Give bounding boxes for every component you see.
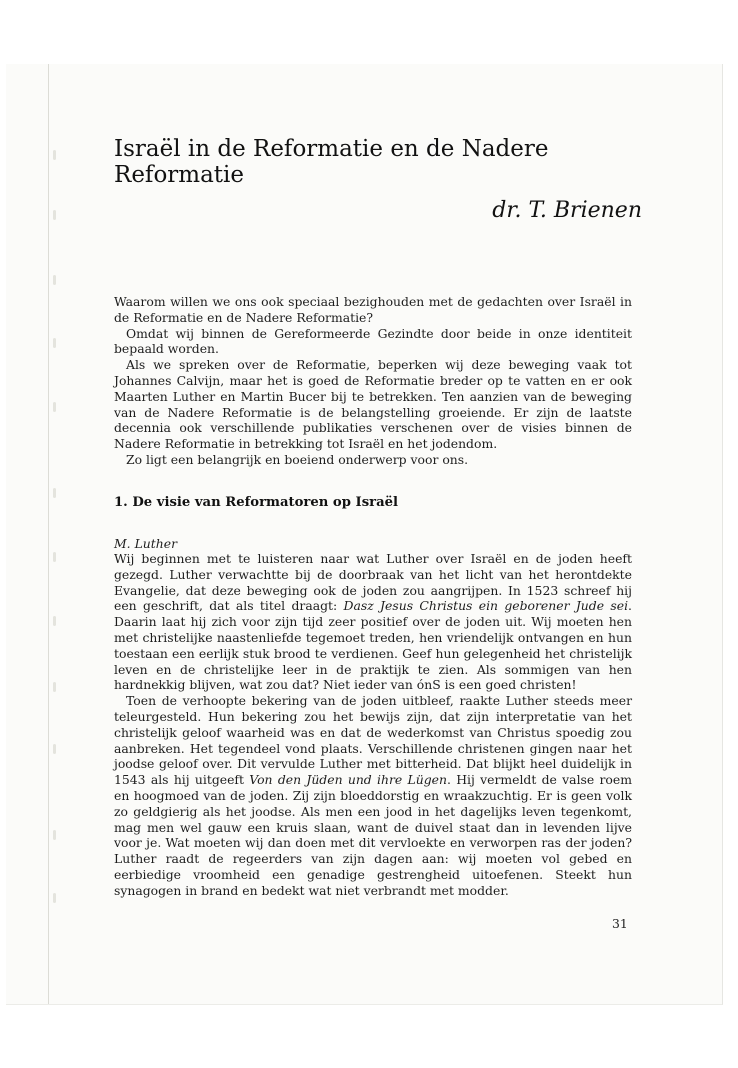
binding-hole (53, 338, 56, 348)
page-number: 31 (612, 916, 628, 931)
text-run: Toen de verhoopte bekering van de joden uitbleef, raakte Luther steeds meer teleurgesteld. Hun bekering zou het bewijs zijn, dat zijn interpretatie van het christelijk geloof waarheid was en dat de wederkomst van Christus spoedig zou aanbreken. Het tegendeel vond plaats. Verschillende christenen gingen naar het joodse geloof over. Dit vervulde Luther met bitterheid. Dat blijkt heel duidelijk in 1543 als hij uitgeeft (114, 693, 632, 788)
article-author: dr. T. Brienen (492, 198, 642, 223)
paragraph (114, 551, 632, 693)
binding-hole (53, 402, 56, 412)
text-run: . Hij vermeldt de valse roem en hoogmoed van de joden. Zij zijn bloeddorstig en wraakzuchtig. Er is geen volk zo geldgierig als het joodse. Als men een jood in het dagelijks leven tegenkomt, mag men wel gauw een kruis slaan, want de duivel staat dan in levenden lijve voor je. Wat moeten wij dan doen met dit vervloekte en verworpen ras der joden? Luther raadt de regeerders van zijn dagen aan: wij moeten vol gebed en eerbiedige vroomheid een genadige gestrengheid uitoefenen. Steekt hun synagogen in brand en bedekt wat niet verbrandt met modder. (114, 772, 632, 898)
binding-hole (53, 275, 56, 285)
subsection-heading: M. Luther (114, 536, 177, 551)
paragraph: Zo ligt een belangrijk en boeiend onderwerp voor ons. (126, 451, 469, 467)
binding-hole (53, 893, 56, 903)
binding-hole (53, 150, 56, 160)
section-text (114, 551, 632, 899)
text-run: Wij beginnen met te luisteren naar wat Luther over Israël en de joden heeft gezegd. Luther verwachtte bij de doorbraak van het licht van het herontdekte Evangelie, dat deze beweging ook de joden zou aangrijpen. In 1523 schreef hij een geschrift, dat als titel draagt: (114, 551, 632, 614)
paragraph: Waarom willen we ons ook speciaal bezighouden met de gedachten over Israël in de Reformatie en de Nadere Reformatie? (114, 294, 632, 325)
binding-hole (53, 552, 56, 562)
book-title: Dasz Jesus Christus ein geborener Jude sei (343, 598, 629, 614)
article-title: Israël in de Reformatie en de Nadere Reformatie (114, 136, 549, 188)
text-run: . Daarin laat hij zich voor zijn tijd zeer positief over de joden uit. Wij moeten hen met christelijke naastenliefde tegemoet treden, hen vriendelijk ontvangen en hun toestaan een eerlijk stuk brood te verdienen. Geef hun gelegenheid het christelijk leven en de christelijke leer in de praktijk te zien. Als sommigen van hen hardnekkig blijven, wat zou dat? Niet ieder van ónS is een goed christen! (114, 598, 632, 693)
binding-hole (53, 830, 56, 840)
binding-edge (48, 64, 49, 1004)
intro-text (114, 294, 632, 468)
book-title: Von den Jüden und ihre Lügen (249, 772, 447, 788)
binding-hole (53, 210, 56, 220)
paragraph: Als we spreken over de Reformatie, beperken wij deze beweging vaak tot Johannes Calvijn, maar het is goed de Reformatie breder op te vatten en er ook Maarten Luther en Martin Bucer bij te betrekken. Ten aanzien van de beweging van de Nadere Reformatie is de belangstelling groeiende. Er zijn de laatste decennia ook verschillende publikaties verschenen over de visies binnen de Nadere Reformatie in betrekking tot Israël en het jodendom. (114, 357, 632, 452)
paragraph: Omdat wij binnen de Gereformeerde Gezindte door beide in onze identiteit bepaald worden. (114, 325, 632, 357)
paragraph (114, 693, 632, 898)
binding-hole (53, 682, 56, 692)
binding-hole (53, 488, 56, 498)
binding-hole (53, 744, 56, 754)
binding-hole (53, 616, 56, 626)
section-heading: 1. De visie van Reformatoren op Israël (114, 495, 399, 510)
